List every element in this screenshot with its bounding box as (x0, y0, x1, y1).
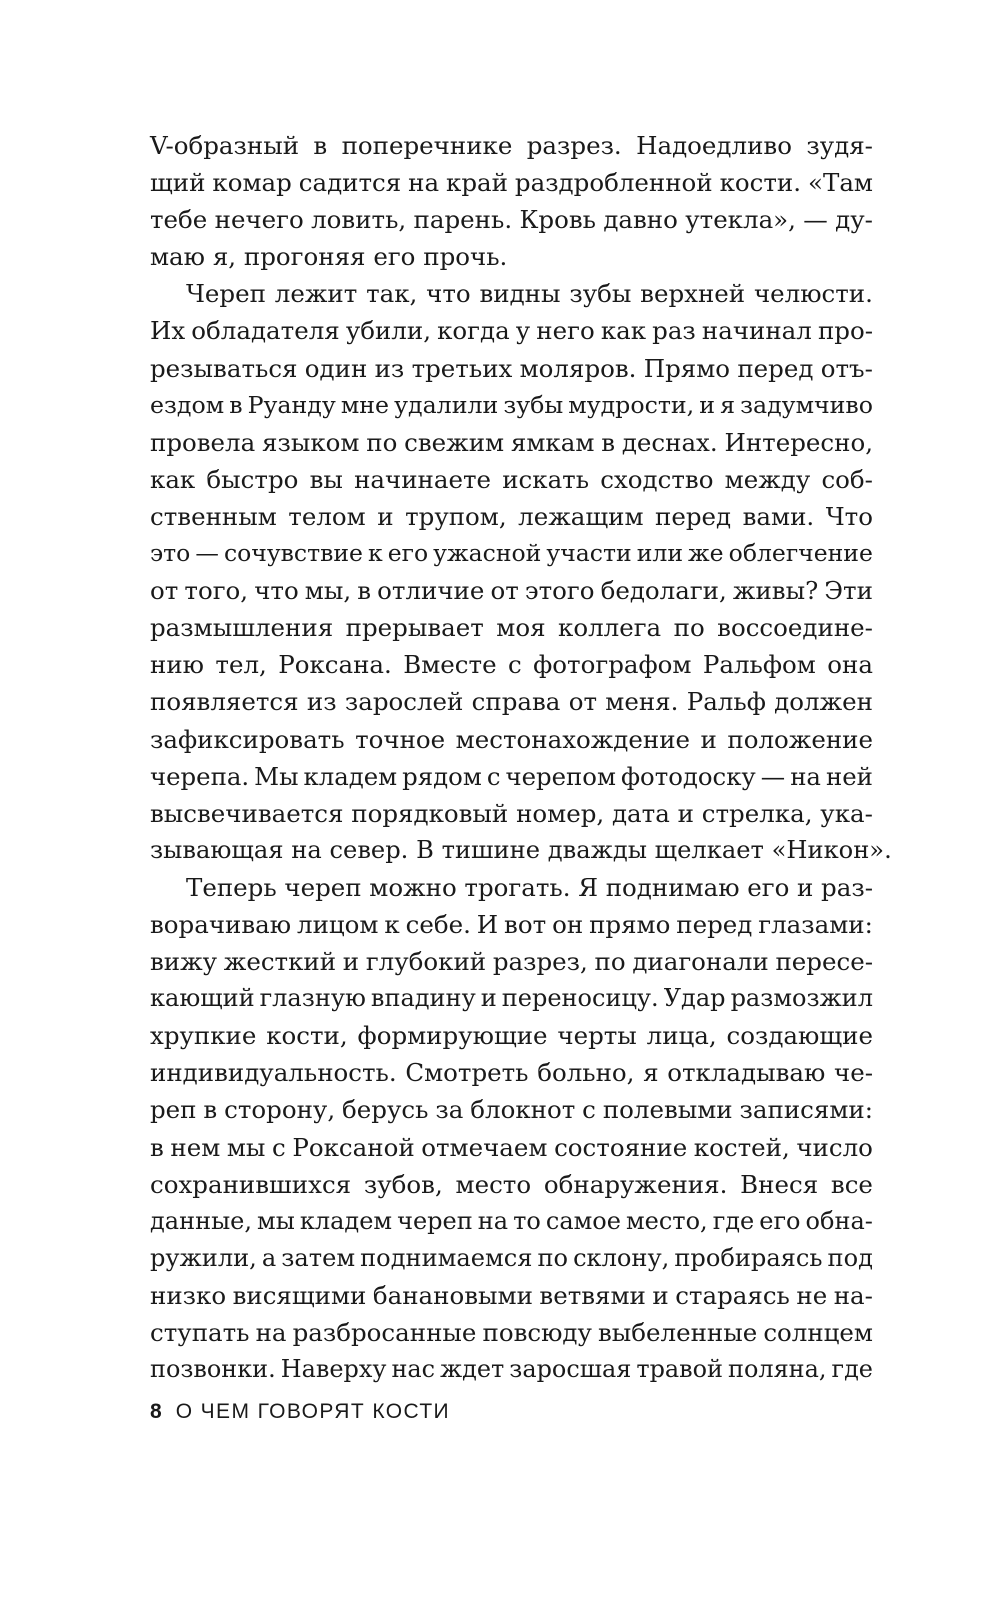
text-line: позвонки. Наверху нас ждет заросшая травой поляна, где (150, 1355, 873, 1384)
running-title: О ЧЕМ ГОВОРЯТ КОСТИ (175, 1400, 451, 1423)
text-line: сохранившихся зубов, место обнаружения. Внеся все (150, 1169, 873, 1199)
text-line: зывающая на север. В тишине дважды щелкает «Никон». (150, 835, 892, 864)
text-line: ворачиваю лицом к себе. И вот он прямо перед глазами: (150, 909, 873, 939)
text-line: хрупкие кости, формирующие черты лица, создающие (150, 1021, 873, 1051)
text-line: маю я, прогоняя его прочь. (150, 242, 508, 272)
text-line: тебе нечего ловить, парень. Кровь давно утекла», — ду- (150, 205, 873, 235)
text-line: ружили, а затем поднимаемся по склону, пробираясь под (150, 1243, 873, 1272)
text-line: провела языком по свежим ямкам в деснах. Интересно, (150, 427, 873, 457)
text-line: Череп лежит так, что видны зубы верхней челюсти. (186, 279, 873, 309)
text-line: это — сочувствие к его ужасной участи или же облегчение (150, 539, 873, 568)
body-text (150, 127, 892, 1388)
text-line: ступать на разбросанные повсюду выбеленные солнцем (150, 1318, 873, 1347)
text-line: реп в сторону, берусь за блокнот с полевыми записями: (150, 1095, 873, 1125)
text-line: появляется из зарослей справа от меня. Ральф должен (150, 687, 873, 717)
text-line: резываться один из третьих моляров. Прямо перед отъ- (150, 353, 873, 383)
text-line: ездом в Руанду мне удалили зубы мудрости, и я задумчиво (150, 390, 873, 419)
text-line: от того, что мы, в отличие от этого бедолаги, живы? Эти (150, 576, 873, 606)
text-line: как быстро вы начинаете искать сходство между соб- (150, 464, 873, 494)
text-line: зафиксировать точное местонахождение и положение (150, 724, 873, 754)
page-number: 8 (150, 1400, 162, 1423)
text-line: размышления прерывает моя коллега по воссоедине- (150, 613, 873, 643)
text-line: Теперь череп можно трогать. Я поднимаю его и раз- (186, 872, 873, 902)
text-line: кающий глазную впадину и переносицу. Удар размозжил (150, 984, 873, 1013)
text-line: ственным телом и трупом, лежащим перед вами. Что (150, 501, 873, 531)
text-line: V-образный в поперечнике разрез. Надоедливо зудя- (150, 131, 873, 160)
text-line: черепа. Мы кладем рядом с черепом фотодоску — на ней (150, 761, 873, 791)
text-line: индивидуальность. Смотреть больно, я откладываю че- (150, 1058, 873, 1088)
text-line: щий комар садится на край раздробленной кости. «Там (150, 168, 873, 198)
text-line: нию тел, Роксана. Вместе с фотографом Ральфом она (150, 650, 873, 680)
page-footer (150, 1400, 450, 1430)
text-line: высвечивается порядковый номер, дата и стрелка, ука- (150, 798, 873, 828)
text-line: низко висящими банановыми ветвями и стараясь не на- (150, 1280, 873, 1310)
text-line: Их обладателя убили, когда у него как раз начинал про- (150, 316, 873, 346)
text-line: в нем мы с Роксаной отмечаем состояние костей, число (150, 1132, 873, 1162)
text-line: данные, мы кладем череп на то самое место, где его обна- (150, 1206, 873, 1235)
text-line: вижу жесткий и глубокий разрез, по диагонали пересе- (150, 947, 873, 977)
